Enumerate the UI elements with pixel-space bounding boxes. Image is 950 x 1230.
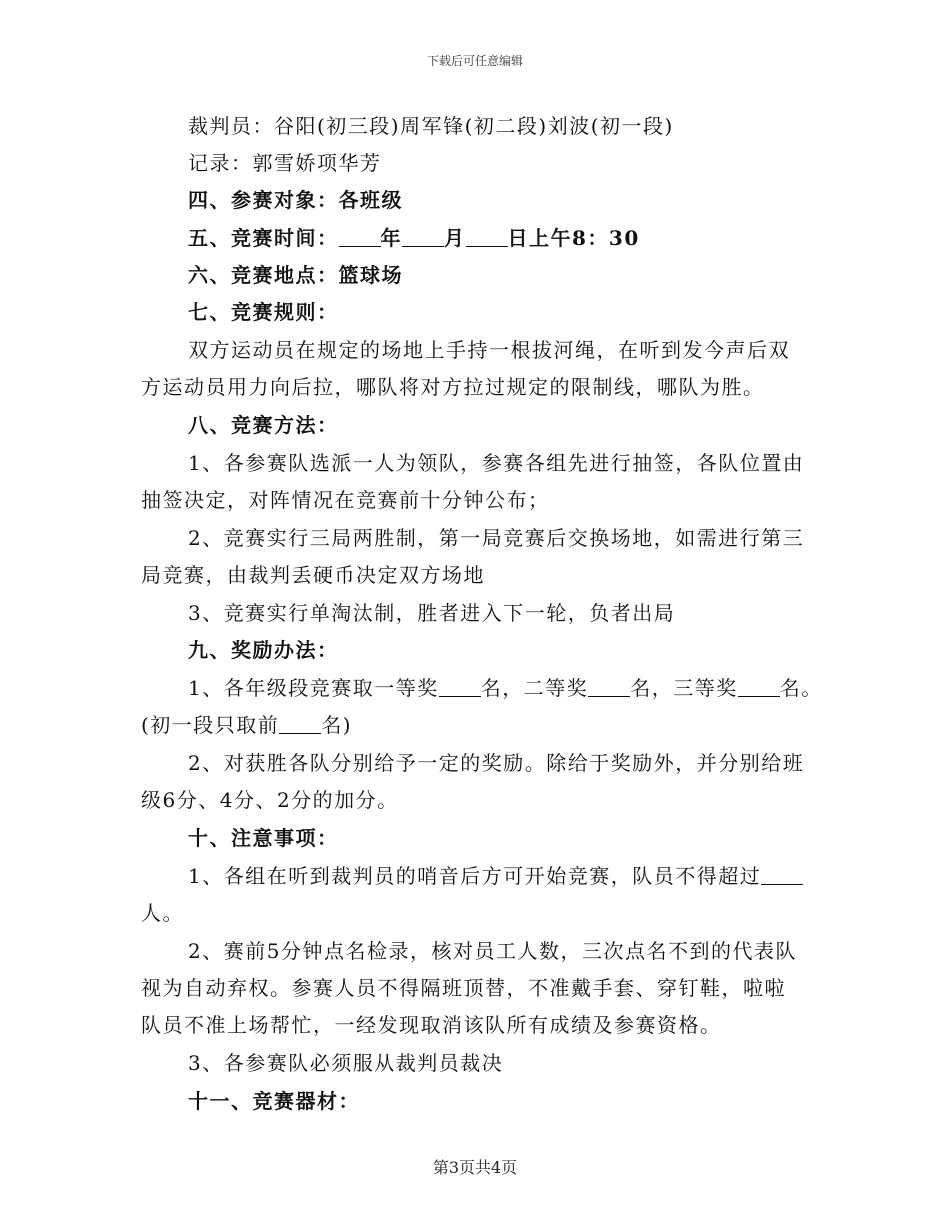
day-blank bbox=[466, 224, 508, 247]
award-1-note-b: 名) bbox=[321, 713, 353, 737]
second-prize-blank bbox=[588, 674, 630, 697]
time-label: 五、竞赛时间： bbox=[188, 226, 339, 250]
third-prize-blank bbox=[738, 674, 780, 697]
award-1-line-1 bbox=[188, 670, 823, 706]
grade-one-blank bbox=[279, 711, 321, 734]
section-awards: 九、奖励办法： bbox=[188, 638, 339, 662]
section-equipment: 十一、竞赛器材： bbox=[188, 1089, 360, 1113]
note-3-line: 3、各参赛队必须服从裁判员裁决 bbox=[188, 1051, 504, 1075]
page-footer: 第3页共4页 bbox=[432, 1158, 518, 1177]
rules-paragraph-line-2: 方运动员用力向后拉，哪队将对方拉过规定的限制线，哪队为胜。 bbox=[141, 375, 765, 399]
award-1-part-a: 1、各年级段竞赛取一等奖 bbox=[188, 676, 439, 700]
section-notes: 十、注意事项： bbox=[188, 826, 339, 850]
method-2-line-2: 局竞赛，由裁判丢硬币决定双方场地 bbox=[141, 563, 485, 587]
method-3-line: 3、竞赛实行单淘汰制，胜者进入下一轮，负者出局 bbox=[188, 601, 676, 625]
note-2-line-1: 2、赛前5分钟点名检录，核对员工人数，三次点名不到的代表队 bbox=[188, 939, 797, 963]
section-rules: 七、竞赛规则： bbox=[188, 300, 339, 324]
note-2-line-3: 队员不准上场帮忙，一经发现取消该队所有成绩及参赛资格。 bbox=[141, 1013, 722, 1037]
section-venue: 六、竞赛地点：篮球场 bbox=[188, 263, 403, 287]
section-methods: 八、竞赛方法： bbox=[188, 413, 339, 437]
award-2-line-1: 2、对获胜各队分别给予一定的奖励。除给于奖励外，并分别给班 bbox=[188, 751, 805, 775]
referees-line: 裁判员：谷阳(初三段)周军锋(初二段)刘波(初一段) bbox=[188, 114, 674, 138]
rules-paragraph-line-1: 双方运动员在规定的场地上手持一根拔河绳，在听到发今声后双 bbox=[188, 338, 790, 362]
award-1-part-b: 名，二等奖 bbox=[480, 676, 589, 700]
day-time-text: 日上午8：30 bbox=[507, 226, 640, 250]
max-players-blank bbox=[761, 862, 803, 885]
method-2-line-1: 2、竞赛实行三局两胜制，第一局竞赛后交换场地，如需进行第三 bbox=[188, 526, 805, 550]
award-1-note-a: (初一段只取前 bbox=[141, 713, 280, 737]
award-1-part-d: 名。 bbox=[779, 676, 823, 700]
page-header: 下载后可任意编辑 bbox=[426, 54, 523, 68]
award-1-line-2 bbox=[141, 707, 352, 743]
month-text: 月 bbox=[444, 226, 466, 250]
note-2-line-2: 视为自动弃权。参赛人员不得隔班顶替，不准戴手套、穿钉鞋，啦啦 bbox=[141, 976, 786, 1000]
method-1-line-1: 1、各参赛队选派一人为领队，参赛各组先进行抽签，各队位置由 bbox=[188, 451, 805, 475]
year-blank bbox=[339, 224, 381, 247]
month-blank bbox=[402, 224, 444, 247]
first-prize-blank bbox=[439, 674, 481, 697]
section-participants: 四、参赛对象：各班级 bbox=[188, 188, 403, 212]
note-1-text: 1、各组在听到裁判员的哨音后方可开始竞赛，队员不得超过 bbox=[188, 864, 762, 888]
recorders-line: 记录：郭雪娇项华芳 bbox=[188, 151, 382, 175]
award-1-part-c: 名，三等奖 bbox=[630, 676, 738, 700]
note-1-line-1 bbox=[188, 858, 803, 894]
award-2-line-2: 级6分、4分、2分的加分。 bbox=[141, 788, 399, 812]
note-1-line-2: 人。 bbox=[141, 901, 184, 925]
method-1-line-2: 抽签决定，对阵情况在竞赛前十分钟公布； bbox=[141, 488, 550, 512]
section-competition-time bbox=[188, 220, 640, 256]
year-text: 年 bbox=[380, 226, 402, 250]
